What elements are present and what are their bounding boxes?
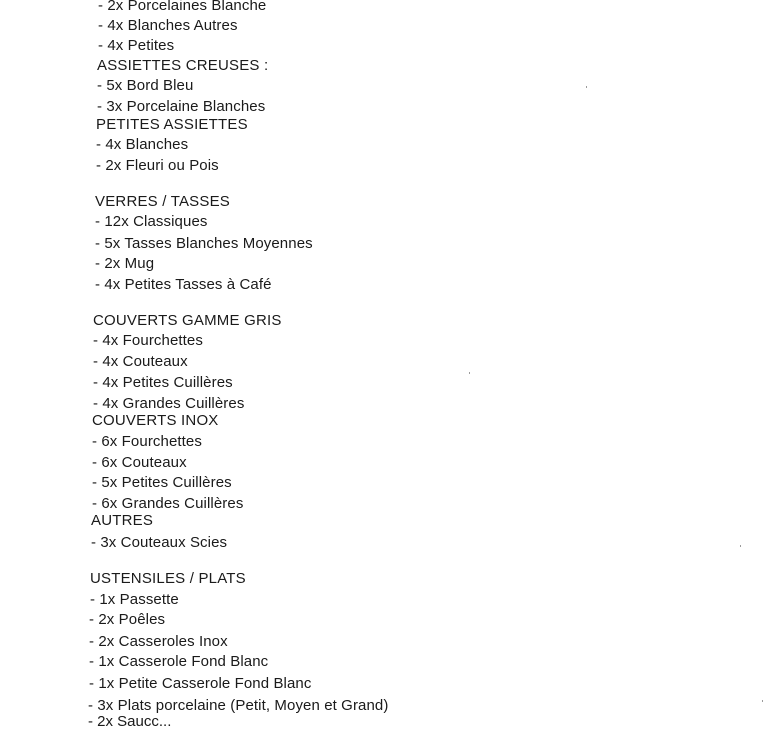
list-item: - 2x Saucc... [88, 713, 172, 730]
scan-speck [586, 86, 587, 88]
list-item: - 4x Blanches [96, 136, 189, 153]
section-heading: ASSIETTES CREUSES : [97, 57, 269, 74]
list-item: - 2x Porcelaines Blanche [98, 0, 267, 14]
list-item: - 5x Bord Bleu [97, 77, 194, 94]
scan-speck [762, 700, 763, 702]
section-heading: AUTRES [91, 512, 154, 529]
list-item: - 1x Passette [90, 591, 179, 608]
list-item: - 3x Plats porcelaine (Petit, Moyen et Grand) [88, 697, 389, 714]
list-item: - 2x Poêles [89, 611, 166, 628]
list-item: - 12x Classiques [95, 213, 208, 230]
list-item: - 5x Petites Cuillères [92, 474, 232, 491]
scan-speck [469, 372, 470, 374]
list-item: - 6x Fourchettes [92, 433, 202, 450]
list-item: - 3x Couteaux Scies [91, 534, 228, 551]
section-heading: PETITES ASSIETTES [96, 116, 248, 133]
section-heading: USTENSILES / PLATS [90, 570, 246, 587]
list-item: - 4x Petites Tasses à Café [95, 276, 272, 293]
list-item: - 6x Couteaux [92, 454, 187, 471]
list-item: - 4x Petites Cuillères [93, 374, 233, 391]
list-item: - 1x Petite Casserole Fond Blanc [89, 675, 312, 692]
list-item: - 2x Casseroles Inox [89, 633, 228, 650]
section-heading: COUVERTS GAMME GRIS [93, 312, 282, 329]
list-item: - 1x Casserole Fond Blanc [89, 653, 269, 670]
cut-off-line [88, 713, 172, 730]
list-item: - 3x Porcelaine Blanches [97, 98, 266, 115]
list-item: - 2x Fleuri ou Pois [96, 157, 219, 174]
list-item: - 5x Tasses Blanches Moyennes [95, 235, 313, 252]
list-item: - 4x Fourchettes [93, 332, 203, 349]
list-item: - 4x Blanches Autres [98, 17, 238, 34]
list-item: - 4x Couteaux [93, 353, 188, 370]
list-item: - 4x Grandes Cuillères [93, 395, 245, 412]
list-item: - 4x Petites [98, 37, 175, 54]
list-item: - 6x Grandes Cuillères [92, 495, 244, 512]
section-heading: VERRES / TASSES [95, 193, 230, 210]
section-heading: COUVERTS INOX [92, 412, 219, 429]
list-item: - 2x Mug [95, 255, 155, 272]
scan-speck [740, 545, 741, 547]
